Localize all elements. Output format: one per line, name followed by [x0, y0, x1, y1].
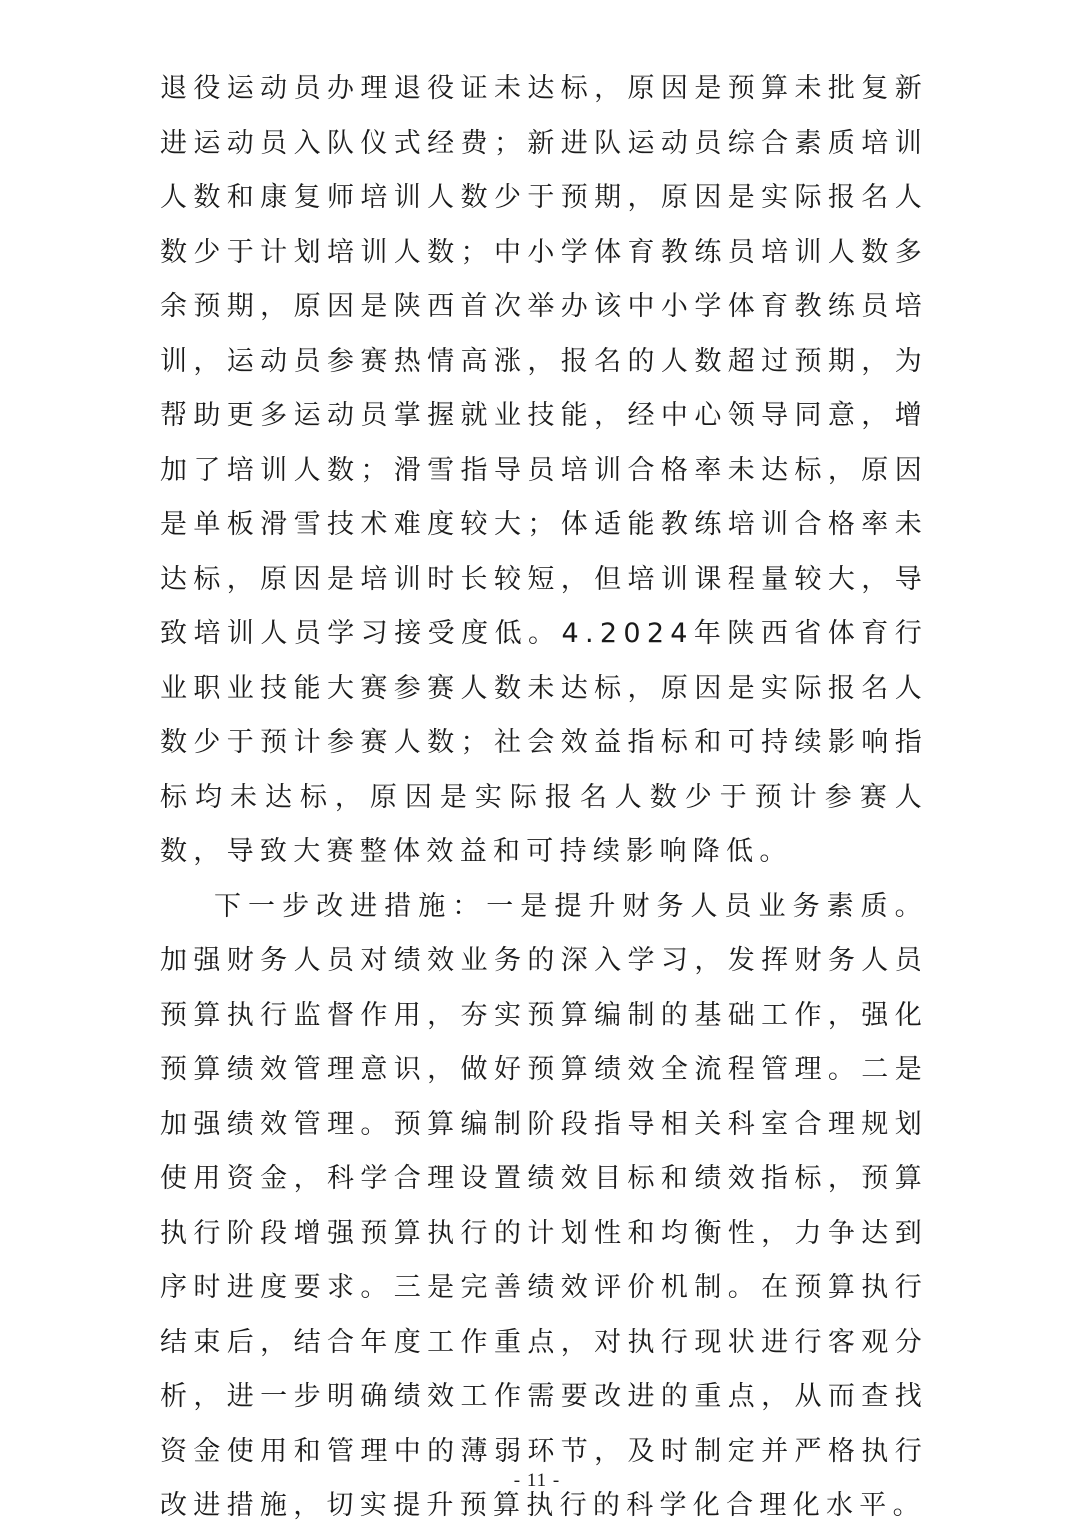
paragraph-continuation: 退役运动员办理退役证未达标，原因是预算未批复新进运动员入队仪式经费；新进队运动员综合素质培训人数和康复师培训人数少于预期，原因是实际报名人数少于计划培训人数；中小学体育教练员培训人数多余预期，原因是陕西首次举办该中小学体育教练员培训，运动员参赛热情高涨，报名的人数超过预期，为帮助更多运动员掌握就业技能，经中心领导同意，增加了培训人数；滑雪指导员培训合格率未达标，原因是单板滑雪技术难度较大；体适能教练培训合格率未达标，原因是培训时长较短，但培训课程量较大，导致培训人员学习接受度低。4.2024年陕西省体育行业职业技能大赛参赛人数未达标，原因是实际报名人数少于预计参赛人数；社会效益指标和可持续影响指标均未达标，原因是实际报名人数少于预计参赛人数，导致大赛整体效益和可持续影响降低。: [160, 73, 928, 867]
paragraph-improvement-measures: 下一步改进措施：一是提升财务人员业务素质。加强财务人员对绩效业务的深入学习，发挥财务人员预算执行监督作用，夯实预算编制的基础工作，强化预算绩效管理意识，做好预算绩效全流程管理。二是加强绩效管理。预算编制阶段指导相关科室合理规划使用资金，科学合理设置绩效目标和绩效指标，预算执行阶段增强预算执行的计划性和均衡性，力争达到序时进度要求。三是完善绩效评价机制。在预算执行结束后，结合年度工作重点，对执行现状进行客观分析，进一步明确绩效工作需要改进的重点，从而查找资金使用和管理中的薄弱环节，及时制定并严格执行改进措施，切实提升预算执行的科学化合理化水平。: [160, 890, 928, 1521]
page-number: - 11 -: [513, 1470, 561, 1491]
body-text: [160, 62, 928, 1534]
